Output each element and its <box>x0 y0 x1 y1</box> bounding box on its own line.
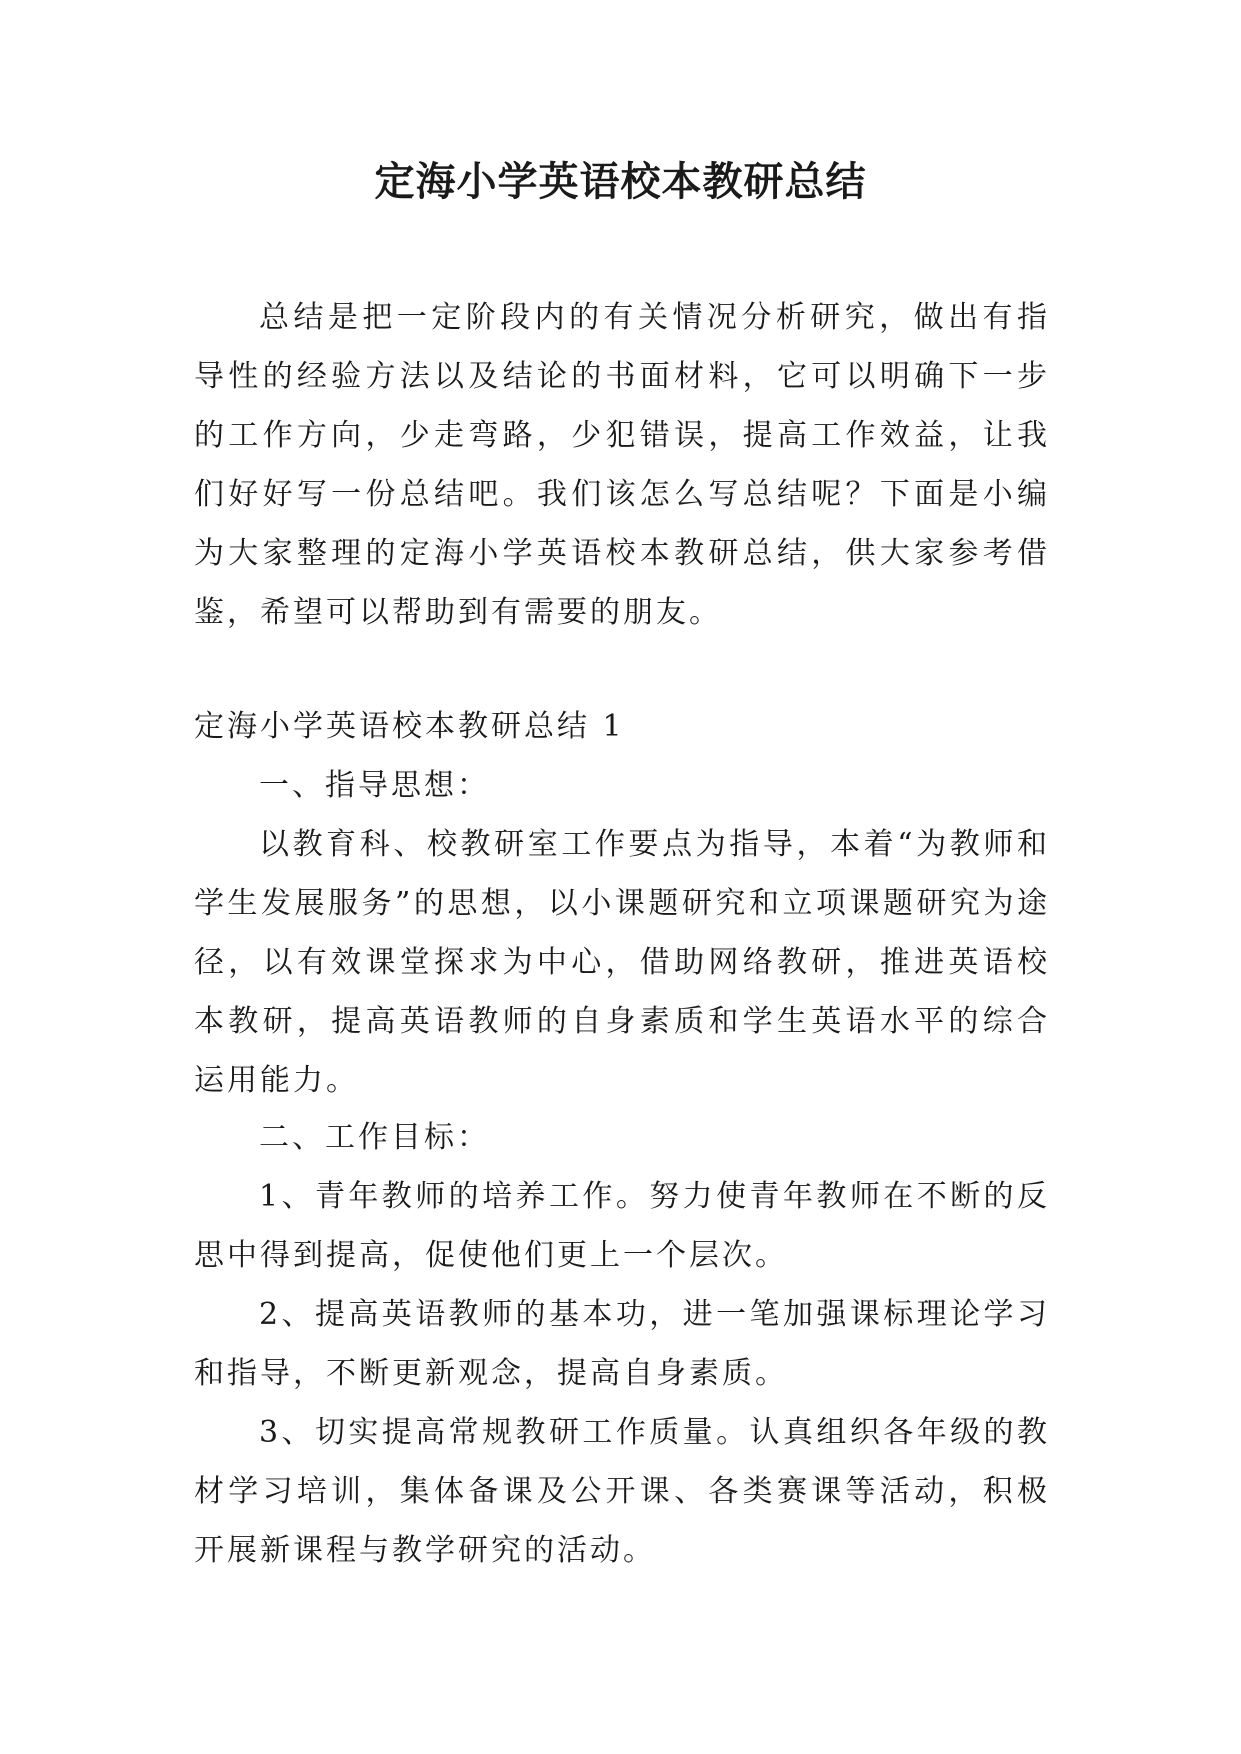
paragraph-goal-3: 3、切实提高常规教研工作质量。认真组织各年级的教材学习培训，集体备课及公开课、各类赛课等活动，积极开展新课程与教学研究的活动。 <box>194 1415 1050 1568</box>
paragraph-goal-1: 1、青年教师的培养工作。努力使青年教师在不断的反思中得到提高，促使他们更上一个层次。 <box>194 1179 1050 1273</box>
heading-work-goals: 二、工作目标： <box>259 1120 490 1155</box>
section-heading: 定海小学英语校本教研总结 1 <box>194 709 625 744</box>
heading-guiding-ideology: 一、指导思想： <box>259 768 490 803</box>
intro-paragraph: 总结是把一定阶段内的有关情况分析研究，做出有指导性的经验方法以及结论的书面材料，它可以明确下一步的工作方向，少走弯路，少犯错误，提高工作效益，让我们好好写一份总结吧。我们该怎么写总结呢？下面是小编为大家整理的定海小学英语校本教研总结，供大家参考借鉴，希望可以帮助到有需要的朋友。 <box>194 300 1050 630</box>
paragraph-goal-2: 2、提高英语教师的基本功，进一笔加强课标理论学习和指导，不断更新观念，提高自身素质。 <box>194 1297 1050 1391</box>
document-title: 定海小学英语校本教研总结 <box>374 158 867 205</box>
paragraph-guiding-ideology: 以教育科、校教研室工作要点为指导，本着“为教师和学生发展服务”的思想，以小课题研究和立项课题研究为途径，以有效课堂探求为中心，借助网络教研，推进英语校本教研，提高英语教师的自身素质和学生英语水平的综合运用能力。 <box>194 827 1050 1098</box>
